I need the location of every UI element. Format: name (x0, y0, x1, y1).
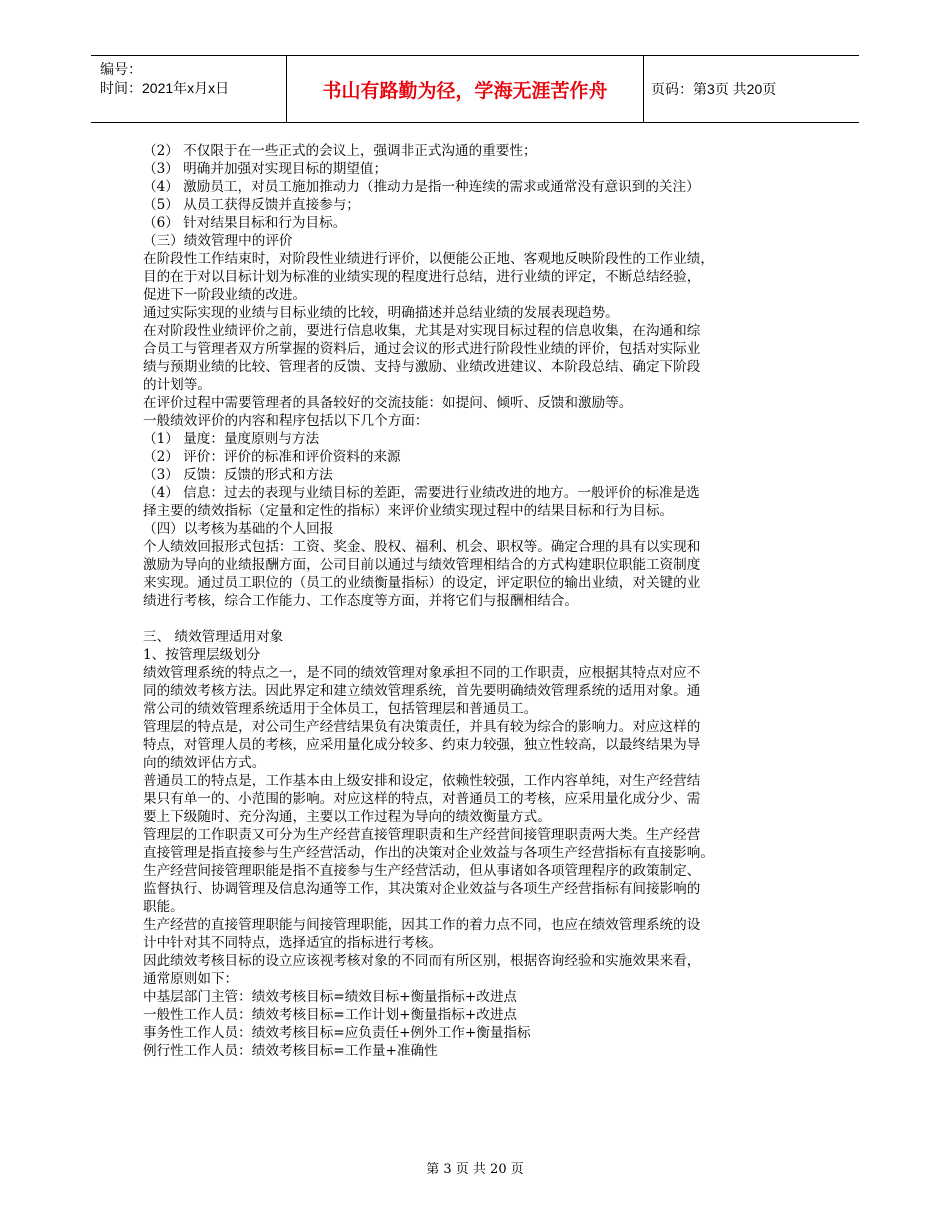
text-line: 1、按管理层级划分 (143, 647, 261, 663)
text-line: 例行性工作人员：绩效考核目标=工作量+准确性 (143, 1043, 438, 1059)
text-line: 管理层的特点是，对公司生产经营结果负有决策责任，并具有较为综合的影响力。对应这样的 (143, 719, 701, 735)
text-line: （3） 明确并加强对实现目标的期望值； (143, 161, 388, 177)
text-line: 计中针对其不同特点，选择适宜的指标进行考核。 (143, 935, 443, 951)
text-line: 中基层部门主管：绩效考核目标=绩效目标+衡量指标+改进点 (143, 989, 518, 1005)
number-label: 编号： (100, 61, 142, 77)
text-line: （5） 从员工获得反馈并直接参与； (143, 197, 360, 213)
text-line (143, 610, 813, 628)
text-line: 生产经营间接管理职能是指不直接参与生产经营活动，但从事诸如各项管理程序的政策制定、 (143, 863, 701, 879)
text-line: 促进下一阶段业绩的改进。 (143, 287, 307, 303)
text-line: 择主要的绩效指标（定量和定性的指标）来评价业绩实现过程中的结果目标和行为目标。 (143, 503, 674, 519)
text-line: 因此绩效考核目标的设立应该视考核对象的不同而有所区别，根据咨询经验和实施效果来看， (143, 953, 701, 969)
text-line: （6） 针对结果目标和行为目标。 (143, 215, 347, 231)
text-line: 向的绩效评估方式。 (143, 755, 266, 771)
text-line: 常公司的绩效管理系统适用于全体员工，包括管理层和普通员工。 (143, 701, 538, 717)
text-line: 普通员工的特点是，工作基本由上级安排和设定，依赖性较强，工作内容单纯，对生产经营结 (143, 773, 701, 789)
text-line: 生产经营的直接管理职能与间接管理职能，因其工作的着力点不同，也应在绩效管理系统的设 (143, 917, 701, 933)
text-line: （3） 反馈：反馈的形式和方法 (143, 467, 333, 483)
text-line: 管理层的工作职责又可分为生产经营直接管理职责和生产经营间接管理职责两大类。生产经营 (143, 827, 701, 843)
text-line: 三、 绩效管理适用对象 (143, 629, 284, 645)
text-line: 绩效管理系统的特点之一，是不同的绩效管理对象承担不同的工作职责，应根据其特点对应不 (143, 665, 701, 681)
text-line: 一般绩效评价的内容和程序包括以下几个方面： (143, 413, 429, 429)
text-line: （1） 量度：量度原则与方法 (143, 431, 320, 447)
header-motto: 书山有路勤为径，学海无涯苦作舟 (286, 56, 644, 122)
page-header (91, 55, 859, 123)
text-line: 事务性工作人员：绩效考核目标=应负责任+例外工作+衡量指标 (143, 1025, 531, 1041)
text-line: 一般性工作人员：绩效考核目标=工作计划+衡量指标+改进点 (143, 1007, 518, 1023)
text-line: 特点，对管理人员的考核，应采用量化成分较多、约束力较强，独立性较高，以最终结果为导 (143, 737, 701, 753)
text-line: 合员工与管理者双方所掌握的资料后，通过会议的形式进行阶段性业绩的评价，包括对实际业 (143, 341, 701, 357)
text-line: 激励为导向的业绩报酬方面，公司目前以通过与绩效管理相结合的方式构建职位职能工资制度 (143, 557, 701, 573)
text-line: 果只有单一的、小范围的影响。对应这样的特点，对普通员工的考核，应采用量化成分少、需 (143, 791, 701, 807)
header-page-info: 页码：第3页 共20页 (651, 81, 777, 97)
text-line: 来实现。通过员工职位的（员工的业绩衡量指标）的设定，评定职位的输出业绩，对关键的业 (143, 575, 701, 591)
text-line: 同的绩效考核方法。因此界定和建立绩效管理系统，首先要明确绩效管理系统的适用对象。通 (143, 683, 701, 699)
text-line: 在阶段性工作结束时，对阶段性业绩进行评价，以便能公正地、客观地反映阶段性的工作业绩， (143, 251, 714, 267)
text-line: （4） 激励员工，对员工施加推动力（推动力是指一种连续的需求或通常没有意识到的关注） (143, 179, 700, 195)
text-line: （4） 信息：过去的表现与业绩目标的差距，需要进行业绩改进的地方。一般评价的标准是选 (143, 485, 700, 501)
document-body (143, 142, 813, 1060)
text-line: 目的在于对以目标计划为标准的业绩实现的程度进行总结，进行业绩的评定，不断总结经验， (143, 269, 701, 285)
text-line: 在评价过程中需要管理者的具备较好的交流技能：如提问、倾听、反馈和激励等。 (143, 395, 633, 411)
header-meta (100, 60, 290, 98)
text-line: 绩与预期业绩的比较、管理者的反馈、支持与激励、业绩改进建议、本阶段总结、确定下阶段 (143, 359, 701, 375)
text-line: 个人绩效回报形式包括：工资、奖金、股权、福利、机会、职权等。确定合理的具有以实现和 (143, 539, 701, 555)
text-line: 要上下级随时、充分沟通，主要以工作过程为导向的绩效衡量方式。 (143, 809, 551, 825)
text-line: （四）以考核为基础的个人回报 (143, 521, 334, 537)
text-line: （2） 不仅限于在一些正式的会议上，强调非正式沟通的重要性； (143, 143, 537, 159)
text-line: 直接管理是指直接参与生产经营活动，作出的决策对企业效益与各项生产经营指标有直接影响。 (143, 845, 714, 861)
text-line: 职能。 (143, 899, 184, 915)
text-line: 的计划等。 (143, 377, 211, 393)
text-line: 在对阶段性业绩评价之前，要进行信息收集，尤其是对实现目标过程的信息收集，在沟通和综 (143, 323, 701, 339)
text-line: （三）绩效管理中的评价 (143, 233, 293, 249)
text-line: 通常原则如下： (143, 971, 239, 987)
text-line: 绩进行考核，综合工作能力、工作态度等方面，并将它们与报酬相结合。 (143, 593, 578, 609)
time-label: 时间：2021年x月x日 (100, 80, 230, 96)
text-line: 通过实际实现的业绩与目标业绩的比较，明确描述并总结业绩的发展表现趋势。 (143, 305, 619, 321)
text-line: 监督执行、协调管理及信息沟通等工作，其决策对企业效益与各项生产经营指标有间接影响的 (143, 881, 701, 897)
page-footer: 第 3 页 共 20 页 (426, 1162, 524, 1177)
text-line: （2） 评价：评价的标准和评价资料的来源 (143, 449, 401, 465)
